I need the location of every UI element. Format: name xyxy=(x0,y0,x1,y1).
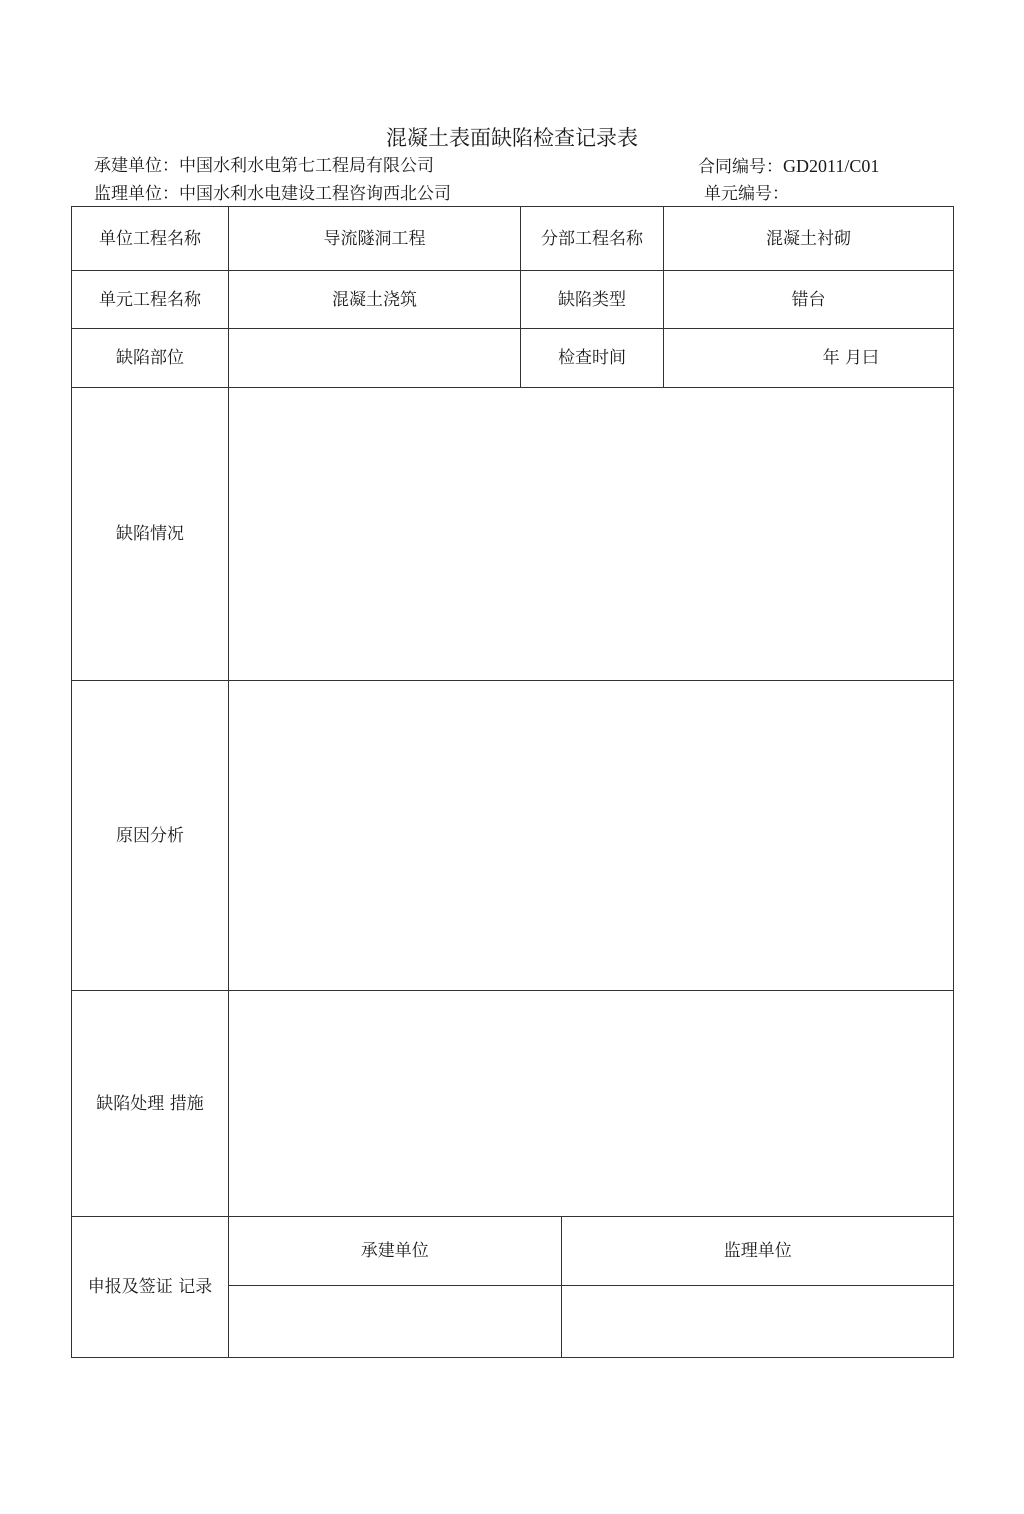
contract-number-label: 合同编号： xyxy=(698,157,783,177)
division-project-value: 混凝土衬砌 xyxy=(664,207,954,271)
contractor-line xyxy=(94,154,434,178)
defect-location-label: 缺陷部位 xyxy=(72,329,229,388)
defect-situation-field xyxy=(229,388,954,681)
form-title: 混凝土表面缺陷检查记录表 xyxy=(386,126,638,150)
treatment-measures-field xyxy=(229,991,954,1217)
inspection-time-label: 检查时间 xyxy=(521,329,664,388)
cause-analysis-field xyxy=(229,681,954,991)
contractor-value: 中国水利水电第七工程局有限公司 xyxy=(179,156,434,176)
contract-number-value: GD2011/C01 xyxy=(783,156,880,176)
table-row xyxy=(72,207,954,271)
supervisor-value: 中国水利水电建设工程咨询西北公司 xyxy=(179,184,451,204)
signature-supervisor-field xyxy=(561,1285,954,1357)
signature-supervisor-header: 监理单位 xyxy=(561,1217,954,1285)
contractor-label: 承建单位： xyxy=(94,156,179,176)
table-row xyxy=(72,991,954,1217)
defect-type-label: 缺陷类型 xyxy=(521,271,664,329)
table-row xyxy=(72,681,954,991)
element-project-value: 混凝土浇筑 xyxy=(229,271,521,329)
defect-location-value xyxy=(229,329,521,388)
table-row xyxy=(72,271,954,329)
element-project-label: 单元工程名称 xyxy=(72,271,229,329)
treatment-measures-label: 缺陷处理 措施 xyxy=(72,991,229,1217)
signature-grid-cell xyxy=(229,1217,954,1358)
signature-record-label: 申报及签证 记录 xyxy=(72,1217,229,1358)
signature-contractor-field xyxy=(229,1285,561,1357)
unit-number-line xyxy=(704,182,789,206)
supervisor-label: 监理单位： xyxy=(94,184,179,204)
supervisor-line xyxy=(94,182,451,206)
unit-number-label: 单元编号： xyxy=(704,184,789,204)
defect-situation-label: 缺陷情况 xyxy=(72,388,229,681)
cause-analysis-label: 原因分析 xyxy=(72,681,229,991)
signature-grid xyxy=(229,1217,954,1357)
table-row xyxy=(72,388,954,681)
contract-number-line xyxy=(698,154,879,179)
division-project-label: 分部工程名称 xyxy=(521,207,664,271)
defect-type-value: 错台 xyxy=(664,271,954,329)
table-row xyxy=(72,329,954,388)
table-row xyxy=(72,1217,954,1358)
inspection-time-value: 年 月曰 xyxy=(664,329,954,388)
inspection-table xyxy=(71,206,953,1357)
unit-project-value: 导流隧洞工程 xyxy=(229,207,521,271)
unit-project-label: 单位工程名称 xyxy=(72,207,229,271)
signature-contractor-header: 承建单位 xyxy=(229,1217,561,1285)
